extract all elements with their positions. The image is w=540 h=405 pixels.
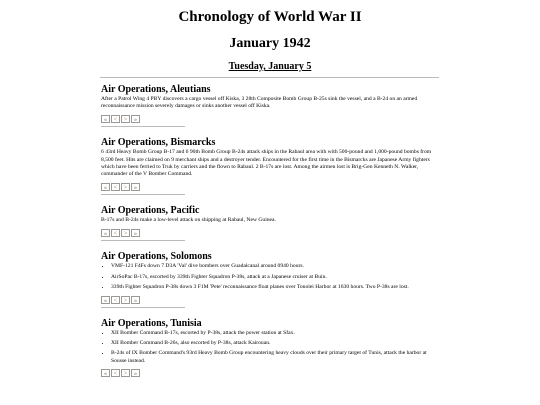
section-title: Air Operations, Tunisia xyxy=(101,318,202,330)
top-divider xyxy=(100,77,439,78)
section-list xyxy=(101,330,439,365)
section-divider xyxy=(101,307,185,308)
first-button[interactable]: « xyxy=(101,229,110,237)
next-button[interactable]: > xyxy=(121,369,130,377)
list-item: • AirSoPac B-17s, escorted by 339th Fighter Squadron P-38s, attack at a Japanese cruiser at Buin. xyxy=(111,274,439,281)
list-item: • XII Bomber Command B-26s, also escorted by P-38s, attack Kairouan. xyxy=(111,340,439,347)
first-button[interactable]: « xyxy=(101,296,110,304)
section-text: B-17s and B-24s make a low-level attack on shipping at Rabaul, New Guinea. xyxy=(101,217,276,224)
page-title: Chronology of World War II xyxy=(178,9,362,25)
section-title: Air Operations, Pacific xyxy=(101,205,200,217)
section-nav xyxy=(101,228,439,237)
section-divider xyxy=(101,240,185,241)
last-button[interactable]: » xyxy=(131,183,140,191)
prev-button[interactable]: < xyxy=(111,183,120,191)
section-text: 6 43rd Heavy Bomb Group B-17 and 6 90th Bomb Group B-24s attack ships in the Rabaul area with with 500-pound and 1,000-pound bombs from 8,500 feet. Hits are claimed on 9 merchant ships and a destroyer tender. Encountered for the first time in the Bismarcks are Japanese Army fighters which have been ferried to Truk by carriers and the flown to Rabaul. 2 B-17s are lost. Among the airmen lost is Brig-Gen Kenneth N. Walker, commander of the V Bomber Command. xyxy=(101,149,432,178)
section-aleutians xyxy=(101,84,439,127)
section-title: Air Operations, Aleutians xyxy=(101,84,211,95)
last-button[interactable]: » xyxy=(131,369,140,377)
next-button[interactable]: > xyxy=(121,115,130,123)
section-bismarcks xyxy=(101,137,439,195)
section-text: After a Patrol Wing 4 PBY discovers a cargo vessel off Kiska, 3 28th Composite Bomb Group B-25s sink the vessel, and a B-24 on an armed reconnaissance mission severely damages or sinks another vessel off Kiska. xyxy=(101,96,418,110)
day-heading: Tuesday, January 5 xyxy=(228,61,312,72)
prev-button[interactable]: < xyxy=(111,296,120,304)
section-nav xyxy=(101,114,439,123)
section-nav xyxy=(101,182,439,191)
first-button[interactable]: « xyxy=(101,369,110,377)
first-button[interactable]: « xyxy=(101,115,110,123)
prev-button[interactable]: < xyxy=(111,229,120,237)
content xyxy=(101,84,439,378)
section-nav xyxy=(101,369,439,378)
section-list xyxy=(101,263,439,291)
section-nav xyxy=(101,295,439,304)
list-item: • VMF-121 F4Fs down 7 D3A 'Val' dive bombers over Guadalcanal around 0940 hours. xyxy=(111,263,439,270)
section-title: Air Operations, Bismarcks xyxy=(101,137,216,149)
month-heading: January 1942 xyxy=(229,36,311,51)
section-pacific xyxy=(101,205,439,241)
list-item: • XII Bomber Command B-17s, escorted by P-38s, attack the power station at Sfax. xyxy=(111,330,439,337)
last-button[interactable]: » xyxy=(131,296,140,304)
last-button[interactable]: » xyxy=(131,115,140,123)
section-title: Air Operations, Solomons xyxy=(101,251,212,263)
section-divider xyxy=(101,126,185,127)
section-tunisia xyxy=(101,318,439,378)
list-item: • B-24s of IX Bomber Command's 93rd Heavy Bomb Group encountering heavy clouds over their primary target of Tunis, attack the harbor at Sousse instead. xyxy=(111,350,439,364)
section-divider xyxy=(101,194,185,195)
next-button[interactable]: > xyxy=(121,296,130,304)
next-button[interactable]: > xyxy=(121,183,130,191)
list-item: • 339th Fighter Squadron P-38s down 3 F1M 'Pete' reconnaissance float planes over Tonolei Harbor at 1630 hours. Two P-38s are lost. xyxy=(111,284,439,291)
last-button[interactable]: » xyxy=(131,229,140,237)
next-button[interactable]: > xyxy=(121,229,130,237)
prev-button[interactable]: < xyxy=(111,369,120,377)
first-button[interactable]: « xyxy=(101,183,110,191)
section-solomons xyxy=(101,251,439,308)
prev-button[interactable]: < xyxy=(111,115,120,123)
